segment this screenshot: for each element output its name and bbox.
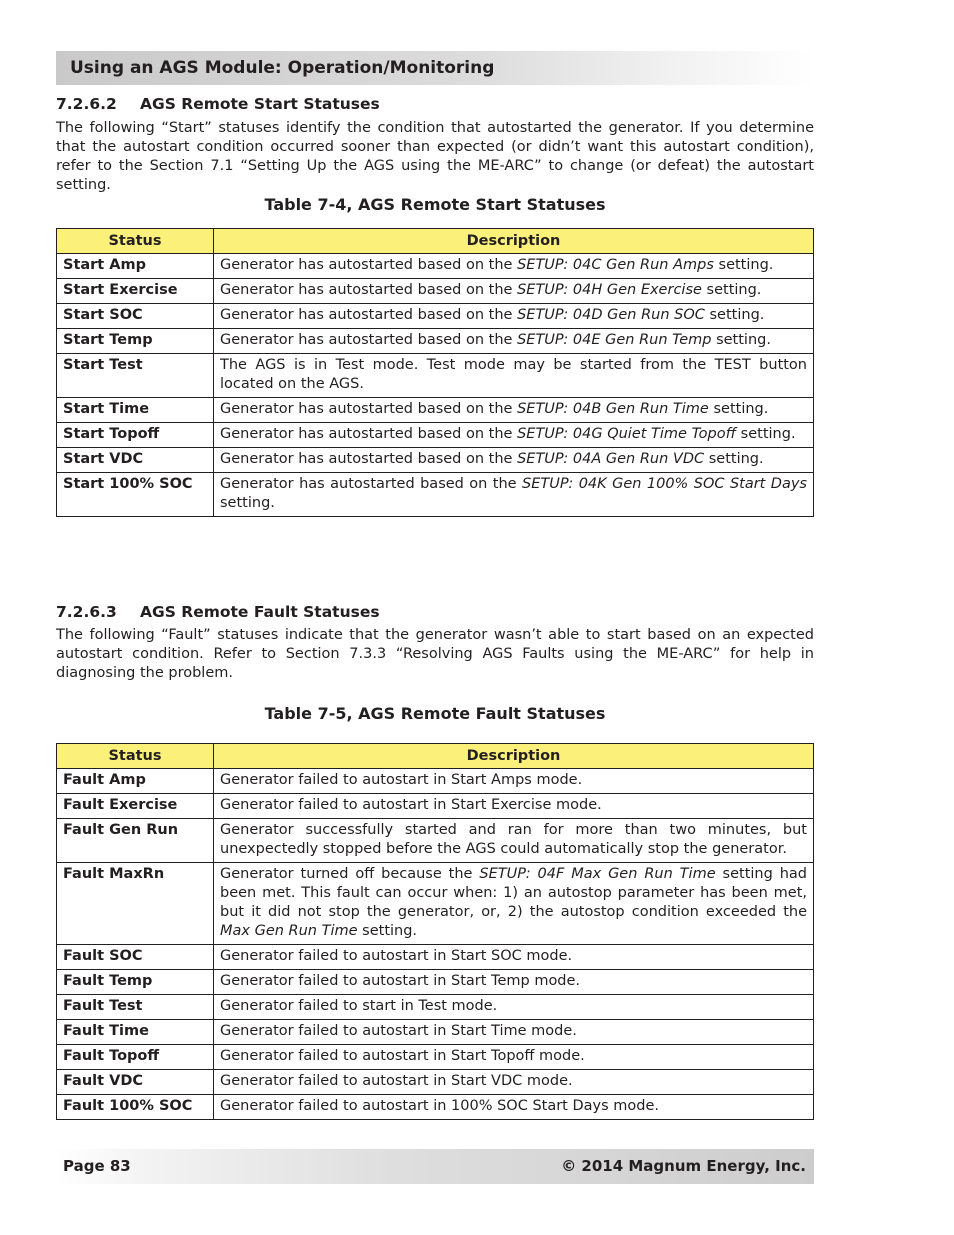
description-cell: Generator failed to start in Test mode. <box>214 995 814 1020</box>
status-cell: Start VDC <box>57 448 214 473</box>
fault-table-title: Table 7-5, AGS Remote Fault Statuses <box>264 704 606 723</box>
description-cell: Generator failed to autostart in Start Time mode. <box>214 1020 814 1045</box>
description-cell: Generator failed to autostart in Start SOC mode. <box>214 945 814 970</box>
status-cell: Start Test <box>57 354 214 398</box>
setting-reference: SETUP: 04A Gen Run VDC <box>517 451 705 467</box>
status-cell: Start Topoff <box>57 423 214 448</box>
status-cell: Fault Test <box>57 995 214 1020</box>
description-cell: Generator has autostarted based on the SETUP: 04E Gen Run Temp setting. <box>214 329 814 354</box>
section-number: 7.2.6.3 <box>56 603 117 621</box>
section-title: AGS Remote Start Statuses <box>140 95 380 113</box>
description-cell: Generator has autostarted based on the SETUP: 04B Gen Run Time setting. <box>214 398 814 423</box>
description-cell: Generator successfully started and ran for more than two minutes, but unexpectedly stopped before the AGS could automatically stop the generator. <box>214 819 814 863</box>
description-cell: Generator has autostarted based on the SETUP: 04A Gen Run VDC setting. <box>214 448 814 473</box>
column-header-description: Description <box>214 229 814 254</box>
copyright: © 2014 Magnum Energy, Inc. <box>561 1157 806 1175</box>
status-cell: Fault VDC <box>57 1070 214 1095</box>
table-row <box>57 1070 814 1095</box>
setting-reference: SETUP: 04H Gen Exercise <box>517 282 702 298</box>
table-row <box>57 970 814 995</box>
setting-reference: SETUP: 04D Gen Run SOC <box>517 307 705 323</box>
section-number: 7.2.6.2 <box>56 95 117 113</box>
column-header-description: Description <box>214 744 814 769</box>
description-cell: The AGS is in Test mode. Test mode may be started from the TEST button located on the AGS. <box>214 354 814 398</box>
status-cell: Fault Time <box>57 1020 214 1045</box>
status-cell: Fault Amp <box>57 769 214 794</box>
description-cell: Generator failed to autostart in Start Topoff mode. <box>214 1045 814 1070</box>
table-row <box>57 473 814 517</box>
page-number: Page 83 <box>63 1157 131 1175</box>
description-cell: Generator has autostarted based on the SETUP: 04H Gen Exercise setting. <box>214 279 814 304</box>
table-row <box>57 354 814 398</box>
table-row <box>57 423 814 448</box>
table-row <box>57 329 814 354</box>
status-cell: Start SOC <box>57 304 214 329</box>
table-row <box>57 279 814 304</box>
description-cell: Generator has autostarted based on the SETUP: 04K Gen 100% SOC Start Days setting. <box>214 473 814 517</box>
table-row <box>57 398 814 423</box>
table-row <box>57 794 814 819</box>
page-footer <box>56 1149 814 1184</box>
start-table-title: Table 7-4, AGS Remote Start Statuses <box>264 195 606 214</box>
status-cell: Fault SOC <box>57 945 214 970</box>
description-cell: Generator failed to autostart in Start Temp mode. <box>214 970 814 995</box>
status-cell: Fault Gen Run <box>57 819 214 863</box>
status-cell: Start Temp <box>57 329 214 354</box>
setting-reference: SETUP: 04F Max Gen Run Time <box>479 866 716 882</box>
status-cell: Start 100% SOC <box>57 473 214 517</box>
setting-reference: SETUP: 04B Gen Run Time <box>517 401 709 417</box>
page-header <box>56 51 816 85</box>
status-cell: Start Time <box>57 398 214 423</box>
status-cell: Fault Exercise <box>57 794 214 819</box>
description-cell: Generator failed to autostart in Start VDC mode. <box>214 1070 814 1095</box>
table-row <box>57 1095 814 1120</box>
table-row <box>57 863 814 945</box>
section-heading-fault-statuses <box>56 603 380 621</box>
table-row <box>57 945 814 970</box>
fault-statuses-table <box>56 743 814 1120</box>
setting-reference: SETUP: 04G Quiet Time Topoff <box>517 426 737 442</box>
section-title: AGS Remote Fault Statuses <box>140 603 380 621</box>
description-cell: Generator failed to autostart in 100% SOC Start Days mode. <box>214 1095 814 1120</box>
setting-reference: SETUP: 04C Gen Run Amps <box>517 257 714 273</box>
fault-statuses-intro: The following “Fault” statuses indicate that the generator wasn’t able to start based on an expected autostart condition. Refer to Section 7.3.3 “Resolving AGS Faults using the ME-ARC” for help in diagnosing the problem. <box>56 627 814 681</box>
table-row <box>57 304 814 329</box>
column-header-status: Status <box>57 229 214 254</box>
status-cell: Fault MaxRn <box>57 863 214 945</box>
status-cell: Start Exercise <box>57 279 214 304</box>
description-cell: Generator has autostarted based on the SETUP: 04D Gen Run SOC setting. <box>214 304 814 329</box>
header-title: Using an AGS Module: Operation/Monitoring <box>70 58 495 78</box>
table-row <box>57 769 814 794</box>
description-cell: Generator turned off because the SETUP: 04F Max Gen Run Time setting had been met. This fault can occur when: 1) an autostop parameter has been met, but it did not stop the generator, or, 2) the autostop condition exceeded the Max Gen Run Time setting. <box>214 863 814 945</box>
setting-reference: SETUP: 04E Gen Run Temp <box>517 332 712 348</box>
setting-reference: SETUP: 04K Gen 100% SOC Start Days <box>522 476 807 492</box>
status-cell: Fault Temp <box>57 970 214 995</box>
status-cell: Fault Topoff <box>57 1045 214 1070</box>
table-header-row <box>57 744 814 769</box>
table-header-row <box>57 229 814 254</box>
start-statuses-table <box>56 228 814 517</box>
table-row <box>57 254 814 279</box>
start-statuses-intro: The following “Start” statuses identify the condition that autostarted the generator. If you determine that the autostart condition occurred sooner than expected (or didn’t want this autostart condition), refer to the Section 7.1 “Setting Up the AGS using the ME-ARC” to change (or defeat) the autostart setting. <box>56 120 814 193</box>
description-cell: Generator failed to autostart in Start Exercise mode. <box>214 794 814 819</box>
column-header-status: Status <box>57 744 214 769</box>
description-cell: Generator has autostarted based on the SETUP: 04C Gen Run Amps setting. <box>214 254 814 279</box>
description-cell: Generator failed to autostart in Start Amps mode. <box>214 769 814 794</box>
section-heading-start-statuses <box>56 95 380 113</box>
fault-table-body <box>57 769 814 1120</box>
table-row <box>57 1020 814 1045</box>
table-row <box>57 819 814 863</box>
start-table-body <box>57 254 814 517</box>
table-row <box>57 995 814 1020</box>
description-cell: Generator has autostarted based on the SETUP: 04G Quiet Time Topoff setting. <box>214 423 814 448</box>
status-cell: Start Amp <box>57 254 214 279</box>
table-row <box>57 1045 814 1070</box>
setting-reference: Max Gen Run Time <box>220 923 358 939</box>
status-cell: Fault 100% SOC <box>57 1095 214 1120</box>
table-row <box>57 448 814 473</box>
